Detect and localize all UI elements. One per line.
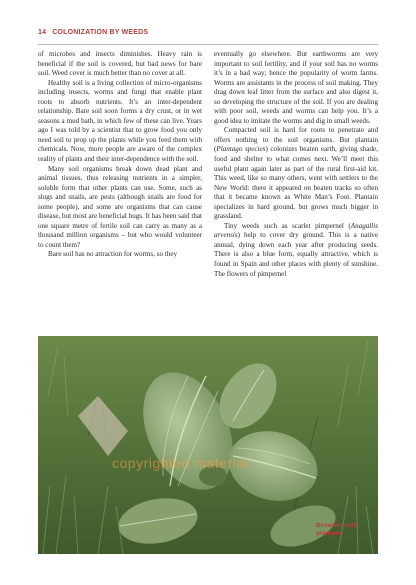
page-number: 14 xyxy=(38,29,47,36)
caption-line: plantain. xyxy=(316,530,344,538)
running-header xyxy=(38,29,378,43)
paragraph xyxy=(214,222,378,279)
paragraph: Many soil organisms break down dead plant and animal tissues, thus releasing nutrients in a simpler, soluble form that other plants can use. Some, such as slugs and snails, are pests (although snails are food for some people), and some are organisms that can cause disease, but most are beneficial bugs. It has been said that one square metre of fertile soil can carry as many as a thousand million organisms – but who would volunteer to count them? xyxy=(38,164,202,249)
text-run: ) help to cover dry ground. This is a native annual, dying down each year after producing seeds. There is also a blue form, equally attractive, which is found in Spain and other places with plenty of sunshine. The flowers of pimpernel xyxy=(214,231,378,278)
right-text-column xyxy=(214,50,378,328)
species-name: Plantago species xyxy=(216,145,266,154)
text-run: Tiny weeds such as scarlet pimpernel ( xyxy=(224,221,351,230)
text-run: Compacted soil is hard for roots to penetrate and offers nothing to the soil organisms. But plantain ( xyxy=(214,126,378,154)
paragraph xyxy=(214,126,378,221)
header-rule xyxy=(38,44,378,45)
chapter-title: COLONIZATION BY WEEDS xyxy=(52,29,149,36)
paragraph: of microbes and insects diminishes. Heavy rain is beneficial if the soil is covered, but bad news for bare soil. Weed cover is much better than no cover at all. xyxy=(38,50,202,78)
paragraph: Healthy soil is a living collection of micro-organisms including insects, worms and fungi that enable plant roots to absorb nutrients. It’s an inter-dependent relationship. Bare soil soon forms a dry crust, or in wet seasons a mud bath, in which few of these can live. Years ago I was told by a scientist that to grow food you only need soil to prop up the plants while you feed them with chemicals. Now, more people are aware of the complex reality of plants and their inter-dependence with the soil. xyxy=(38,78,202,164)
watermark: copyrighted material xyxy=(112,455,249,471)
paragraph: eventually go elsewhere. But earthworms are very important to soil fertility, and if your soil has no worms it’s in a bad way; hence the popularity of worm farms. Worms are assistants in the process of soil making. They drag down leaf litter from the surface and also digest it, so developing the structure of the soil. If you are dealing with poor soil, weeds and worms can help you. It’s a good idea to imitate the worms and dig in small weeds. xyxy=(214,50,378,125)
caption-line: Broadleaved xyxy=(316,522,356,529)
text-run: ) colonizes beaten earth, giving shade, food and shelter to what comes next. We’ll meet this useful plant again later as part of the rural first-aid kit. This weed, like so many others, went with settlers to the New World: there it appeared on beaten tracks so often that it became known as White Man’s Foot. Plantain specializes in hard ground, but grows much bigger in grassland. xyxy=(214,145,378,221)
species-name: Anagallis arvensis xyxy=(214,221,378,240)
paragraph: Bare soil has no attraction for worms, so they xyxy=(48,250,178,259)
figure-caption xyxy=(316,522,376,538)
left-text-column xyxy=(38,50,202,328)
